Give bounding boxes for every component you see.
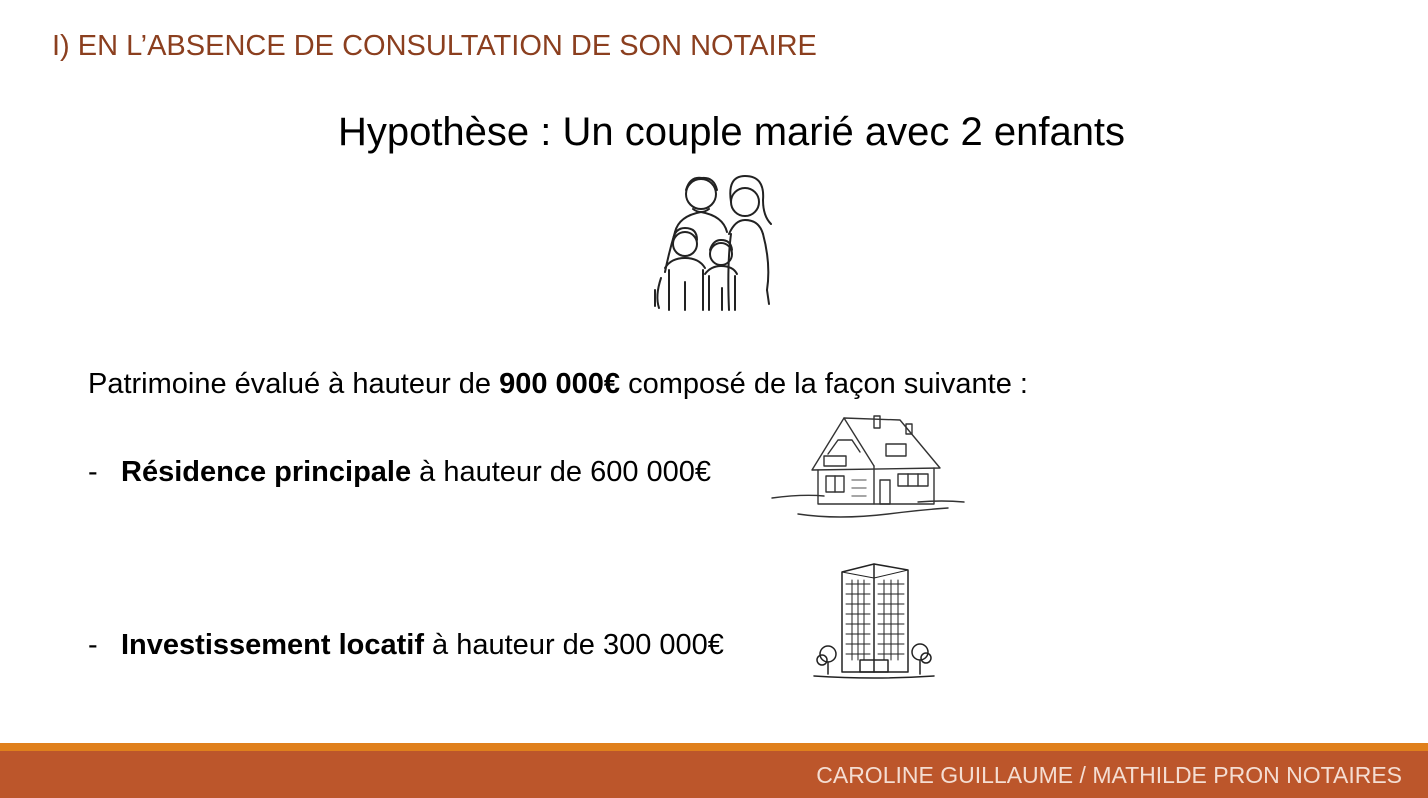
bullet-dash: - bbox=[88, 456, 98, 488]
residence-label: Résidence principale bbox=[121, 456, 412, 488]
apartment-building-icon bbox=[812, 560, 936, 682]
bullet-dash: - bbox=[88, 629, 98, 661]
list-item-residence bbox=[88, 456, 711, 489]
hypothesis-heading: Hypothèse : Un couple marié avec 2 enfants bbox=[337, 110, 1126, 154]
investissement-label: Investissement locatif bbox=[121, 629, 424, 661]
house-icon bbox=[768, 410, 970, 522]
section-title: I) EN L’ABSENCE DE CONSULTATION DE SON NOTAIRE bbox=[52, 30, 817, 62]
footer-accent-line bbox=[0, 743, 1428, 751]
patrimoine-prefix: Patrimoine évalué à hauteur de bbox=[88, 368, 500, 400]
patrimoine-amount: 900 000€ bbox=[499, 368, 621, 400]
residence-value: à hauteur de 600 000€ bbox=[411, 456, 712, 488]
footer-author-text: CAROLINE GUILLAUME / MATHILDE PRON NOTAIRES bbox=[816, 762, 1402, 788]
family-icon bbox=[645, 172, 785, 314]
list-item-investissement bbox=[88, 629, 724, 662]
patrimoine-suffix: composé de la façon suivante : bbox=[620, 368, 1028, 400]
investissement-value: à hauteur de 300 000€ bbox=[424, 629, 724, 661]
patrimoine-line bbox=[88, 368, 1028, 401]
